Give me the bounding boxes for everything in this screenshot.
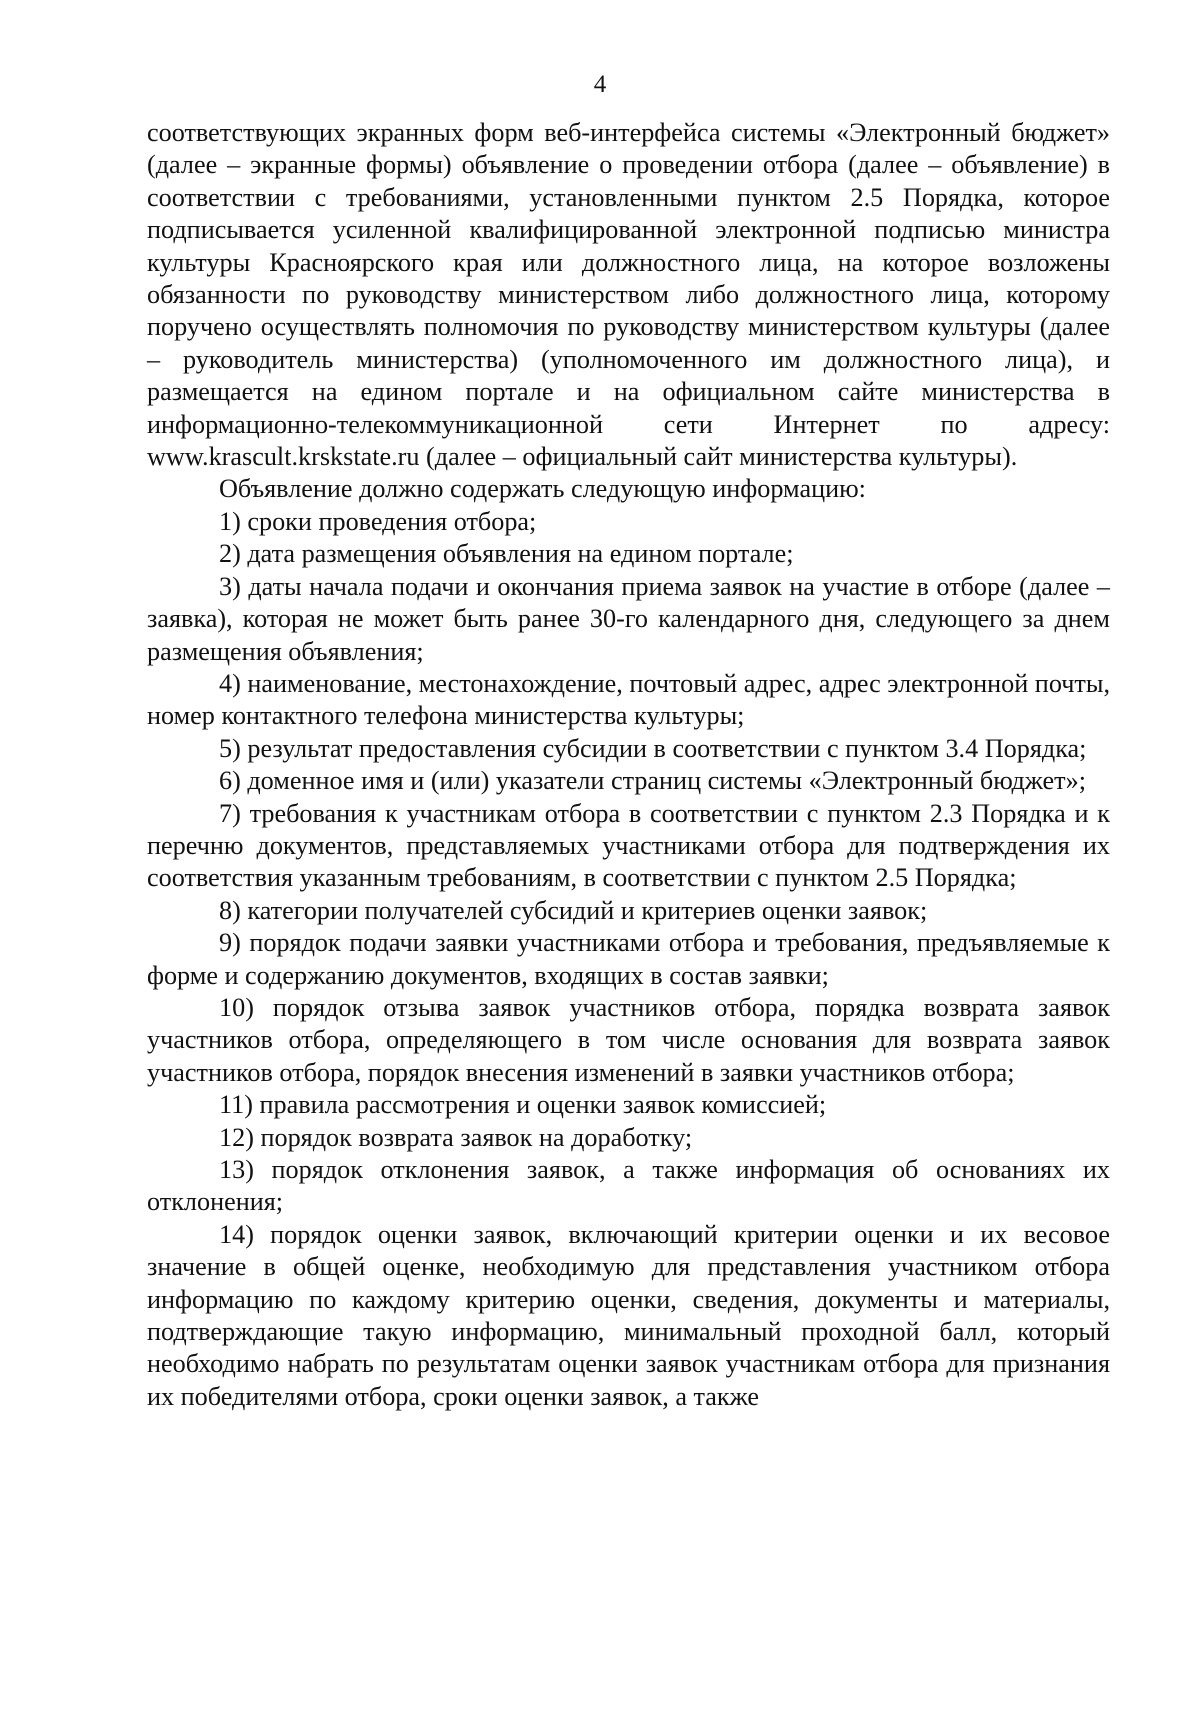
list-item-3: 3) даты начала подачи и окончания приема заявок на участие в отборе (далее – заявка), которая не может быть ранее 30-го календарного дня, следующего за днем размещения объявления; [147, 571, 1110, 666]
list-item-6: 6) доменное имя и (или) указатели страниц системы «Электронный бюджет»; [219, 766, 1086, 796]
list-item-9: 9) порядок подачи заявки участниками отбора и требования, предъявляемые к форме и содержанию документов, входящих в состав заявки; [147, 928, 1110, 990]
list-item-4: 4) наименование, местонахождение, почтовый адрес, адрес электронной почты, номер контактного телефона министерства культуры; [147, 668, 1110, 731]
list-item-14: 14) порядок оценки заявок, включающий критерии оценки и их весовое значение в общей оценке, необходимую для представления участником отбора информацию по каждому критерию оценки, сведения, документы и материалы, подтверждающие такую информацию, минимальный проходной балл, который необходимо набрать по результатам оценки заявок участникам отбора для признания их победителями отбора, сроки оценки заявок, а также [147, 1219, 1110, 1411]
list-item-11: 11) правила рассмотрения и оценки заявок комиссией; [219, 1090, 827, 1120]
list-item-10: 10) порядок отзыва заявок участников отбора, порядка возврата заявок участников отбора, определяющего в том числе основания для возврата заявок участников отбора, порядок внесения изменений в заявки участников отбора; [147, 992, 1110, 1087]
list-item-8: 8) категории получателей субсидий и критериев оценки заявок; [219, 895, 928, 925]
paragraph-announcement-contents: Объявление должно содержать следующую информацию: [219, 474, 866, 504]
document-body [147, 117, 1110, 1413]
page-number: 4 [593, 71, 607, 98]
list-item-7: 7) требования к участникам отбора в соответствии с пунктом 2.3 Порядка и к перечню документов, представляемых участниками отбора для подтверждения их соответствия указанным требованиям, в соответствии с пунктом 2.5 Порядка; [147, 798, 1110, 893]
paragraph-intro: соответствующих экранных форм веб-интерфейса системы «Электронный бюджет» (далее – экранные формы) объявление о проведении отбора (далее – объявление) в соответствии с требованиями, установленными пунктом 2.5 Порядка, которое подписывается усиленной квалифицированной электронной подписью министра культуры Красноярского края или должностного лица, на которое возложены обязанности по руководству министерством либо должностного лица, которому поручено осуществлять полномочия по руководству министерством культуры (далее – руководитель министерства) (уполномоченного им должностного лица), и размещается на едином портале и на официальном сайте министерства в информационно-телекоммуникационной сети Интернет по адресу: www.krascult.krskstate.ru (далее – официальный сайт министерства культуры). [147, 118, 1110, 472]
list-item-2: 2) дата размещения объявления на едином портале; [219, 539, 794, 569]
list-item-12: 12) порядок возврата заявок на доработку; [219, 1122, 693, 1152]
list-item-5: 5) результат предоставления субсидии в соответствии с пунктом 3.4 Порядка; [219, 733, 1087, 763]
list-item-1: 1) сроки проведения отбора; [219, 506, 537, 536]
list-item-13: 13) порядок отклонения заявок, а также информация об основаниях их отклонения; [147, 1155, 1110, 1217]
